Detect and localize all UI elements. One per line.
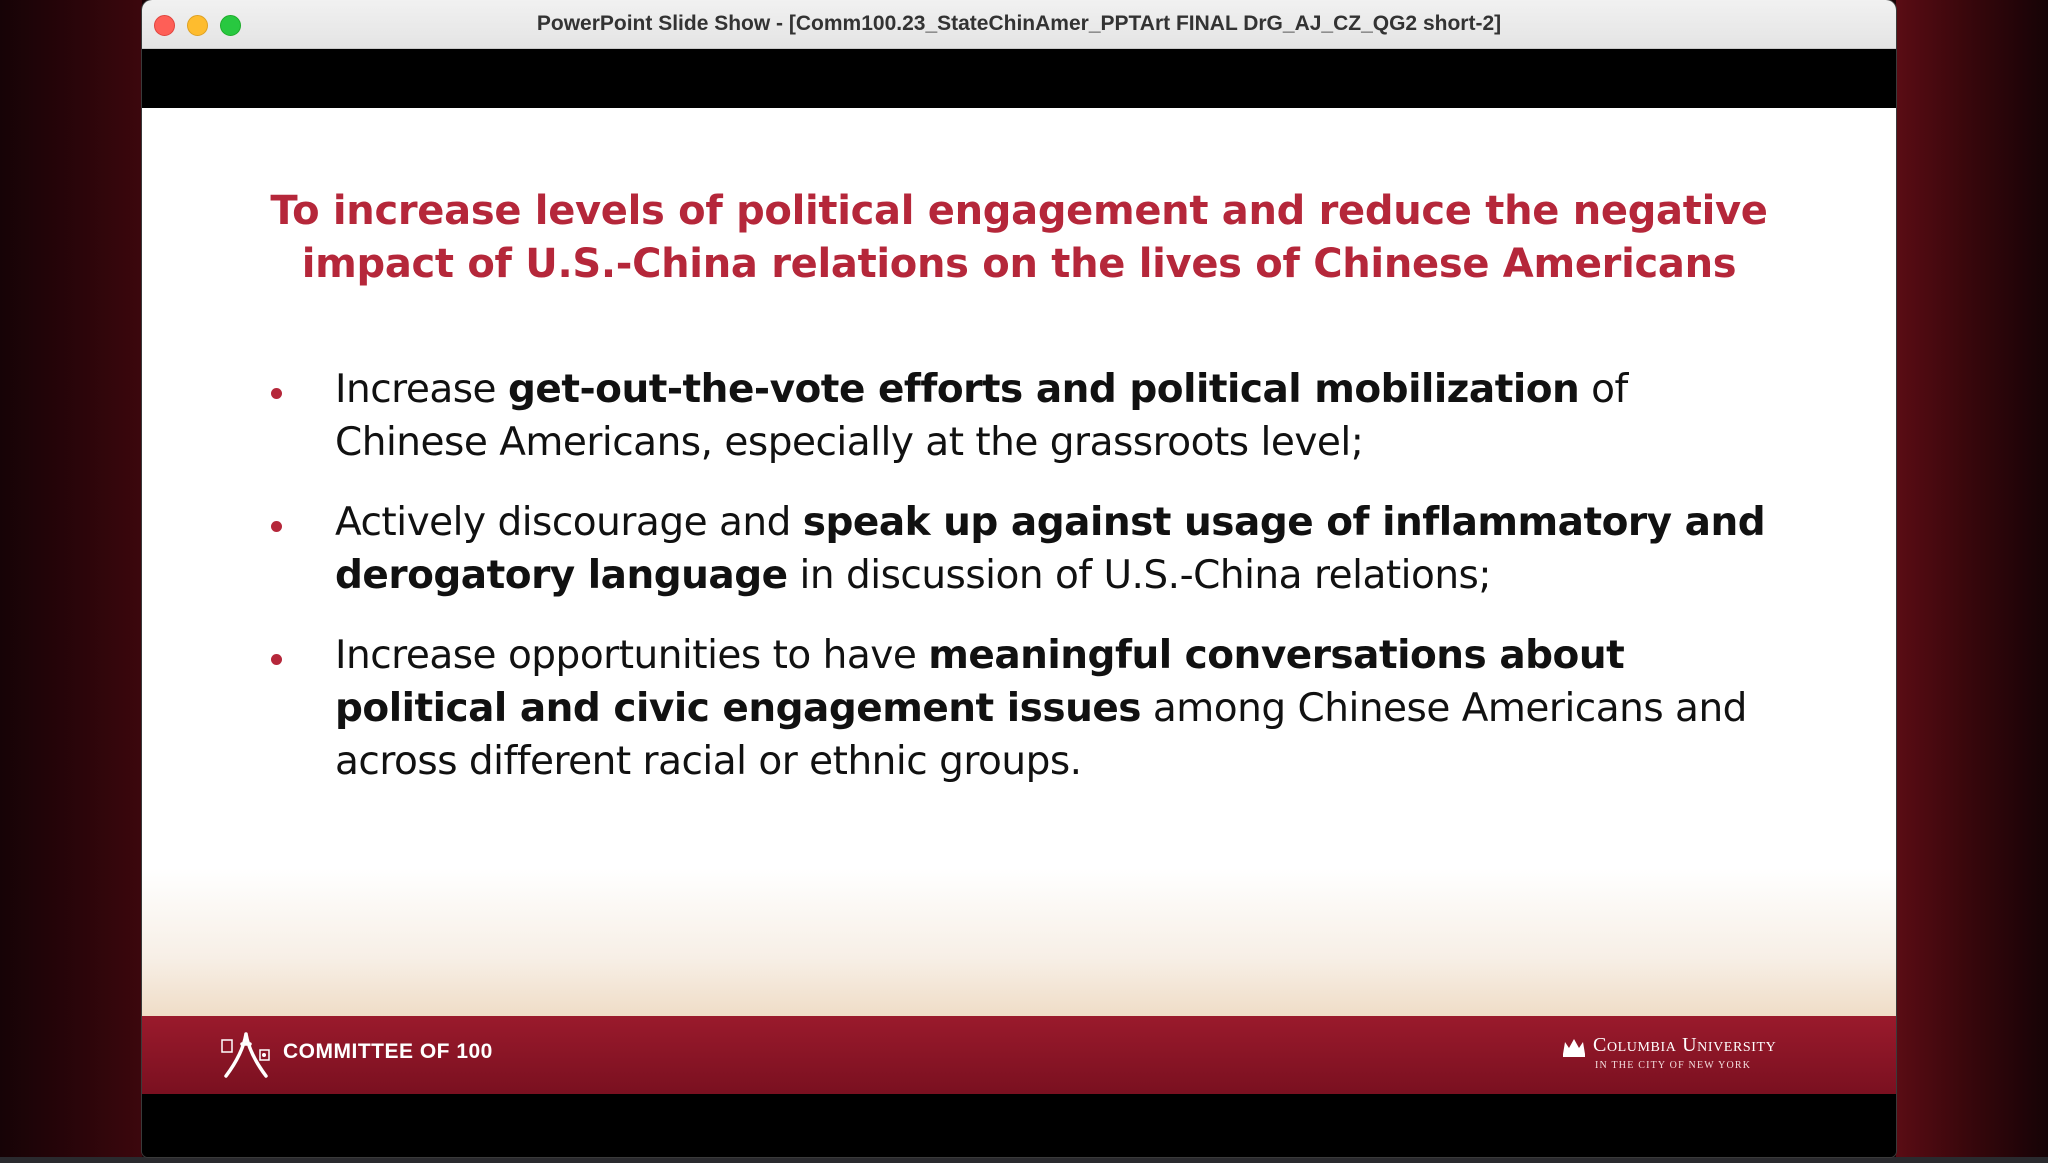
bullet-text-bold: speak up against usage of inflammatory and derogatory language	[335, 500, 1766, 598]
bullet-text-pre: Actively discourage and	[335, 500, 803, 545]
desktop-background-right	[1896, 0, 2048, 1163]
window-titlebar[interactable]	[142, 0, 1896, 49]
bullet-text-post: of Chinese Americans, especially at the grassroots level;	[335, 367, 1628, 465]
bullet-item	[267, 363, 1767, 469]
columbia-crown-icon	[1561, 1036, 1587, 1058]
bullet-item	[267, 629, 1767, 788]
bullet-list	[267, 363, 1767, 815]
slide-footer	[142, 1016, 1896, 1094]
slide[interactable]	[142, 108, 1896, 1094]
window-title: PowerPoint Slide Show - [Comm100.23_StateChinAmer_PPTArt FINAL DrG_AJ_CZ_QG2 short-2]	[536, 12, 1502, 35]
slide-title: To increase levels of political engagement and reduce the negative impact of U.S.-China relations on the lives of Chinese Americans	[270, 188, 1768, 287]
committee-of-100-logo-icon	[220, 1030, 272, 1080]
desktop-background-left	[0, 0, 142, 1163]
letterbox-top	[142, 49, 1896, 108]
bullet-dot-icon	[271, 654, 282, 665]
committee-of-100-text: COMMITTEE OF 100	[283, 1040, 493, 1063]
bullet-dot-icon	[271, 521, 282, 532]
bullet-text-pre: Increase opportunities to have	[335, 633, 929, 678]
bullet-text-bold: get-out-the-vote efforts and political mobilization	[507, 367, 1580, 412]
bullet-text-bold: meaningful conversations about political and civic engagement issues	[335, 633, 1625, 731]
letterbox-bottom	[142, 1094, 1896, 1157]
slide-bottom-gradient	[142, 868, 1896, 1018]
columbia-subtitle-text: IN THE CITY OF NEW YORK	[1595, 1060, 1752, 1071]
bullet-dot-icon	[271, 388, 282, 399]
bullet-text-post: among Chinese Americans and across different racial or ethnic groups.	[335, 686, 1747, 784]
bullet-item	[267, 496, 1767, 602]
dock-strip	[0, 1157, 2048, 1163]
columbia-university-text: Columbia University	[1593, 1034, 1777, 1056]
slideshow-window	[142, 0, 1896, 1157]
bullet-text-post: in discussion of U.S.-China relations;	[787, 553, 1492, 598]
bullet-text-pre: Increase	[335, 367, 508, 412]
